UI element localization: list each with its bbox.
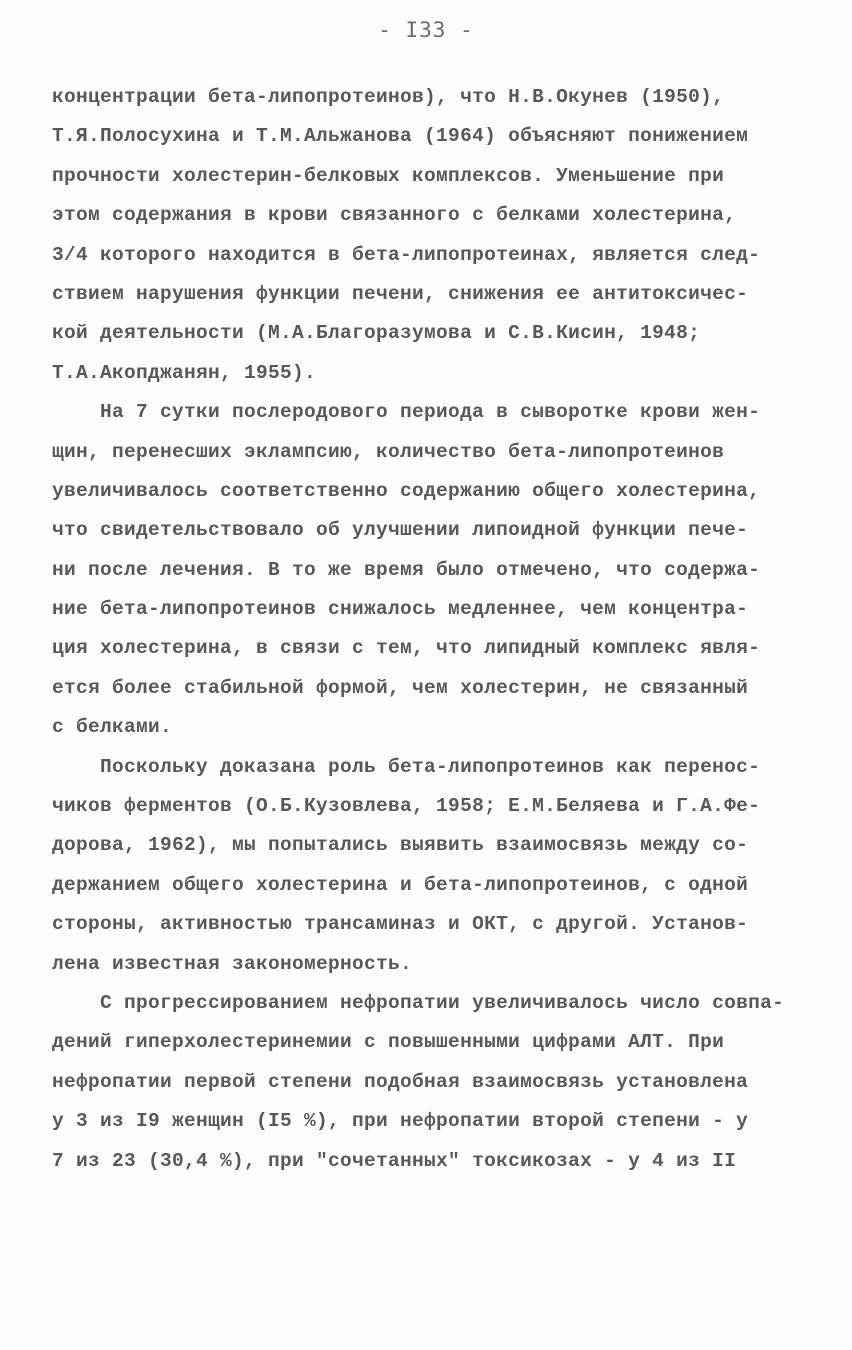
- text-line: ние бета-липопротеинов снижалось медленнее, чем концентра-: [52, 598, 749, 621]
- text-line: ствием нарушения функции печени, снижения ее антитоксичес-: [52, 282, 749, 305]
- page-number: - I33 -: [378, 18, 474, 42]
- text-line: На 7 сутки послеродового периода в сыворотке крови жен-: [52, 401, 761, 424]
- text-line: кой деятельности (М.А.Благоразумова и С.В.Кисин, 1948;: [52, 322, 701, 345]
- text-line: прочности холестерин-белковых комплексов. Уменьшение при: [52, 164, 725, 187]
- text-line: держанием общего холестерина и бета-липопротеинов, с одной: [52, 873, 749, 896]
- text-line: нефропатии первой степени подобная взаимосвязь установлена: [52, 1070, 749, 1093]
- text-line: этом содержания в крови связанного с белками холестерина,: [52, 204, 737, 227]
- text-line: ция холестерина, в связи с тем, что липидный комплекс явля-: [52, 637, 761, 660]
- text-line: 3/4 которого находится в бета-липопротеинах, является след-: [52, 243, 761, 266]
- text-line: ни после лечения. В то же время было отмечено, что содержа-: [52, 558, 761, 581]
- text-line: Т.А.Акопджанян, 1955).: [52, 361, 317, 384]
- text-line: дорова, 1962), мы попытались выявить взаимосвязь между со-: [52, 834, 749, 857]
- text-line: 7 из 23 (30,4 %), при "сочетанных" токсикозах - у 4 из II: [52, 1149, 737, 1172]
- text-line: увеличивалось соответственно содержанию общего холестерина,: [52, 479, 761, 502]
- text-line: концентрации бета-липопротеинов), что Н.В.Окунев (1950),: [52, 86, 725, 108]
- text-line: ется более стабильной формой, чем холестерин, не связанный: [52, 676, 749, 699]
- text-line: Поскольку доказана роль бета-липопротеинов как перенос-: [52, 755, 761, 778]
- text-line: С прогрессированием нефропатии увеличивалось число совпа-: [52, 991, 785, 1014]
- text-line: с белками.: [52, 716, 173, 739]
- text-line: у 3 из I9 женщин (I5 %), при нефропатии второй степени - у: [52, 1110, 749, 1133]
- text-line: лена известная закономерность.: [52, 952, 413, 975]
- text-line: чиков ферментов (О.Б.Кузовлева, 1958; Е.М.Беляева и Г.А.Фе-: [52, 795, 761, 818]
- text-line: стороны, активностью трансаминаз и ОКТ, с другой. Установ-: [52, 913, 749, 936]
- text-line: щин, перенесших эклампсию, количество бета-липопротеинов: [52, 440, 725, 463]
- text-line: дений гиперхолестеринемии с повышенными цифрами АЛТ. При: [52, 1031, 725, 1054]
- body-text: [52, 78, 812, 1181]
- text-line: что свидетельствовало об улучшении липоидной функции пече-: [52, 519, 749, 542]
- text-line: Т.Я.Полосухина и Т.М.Альжанова (1964) объясняют понижением: [52, 125, 749, 148]
